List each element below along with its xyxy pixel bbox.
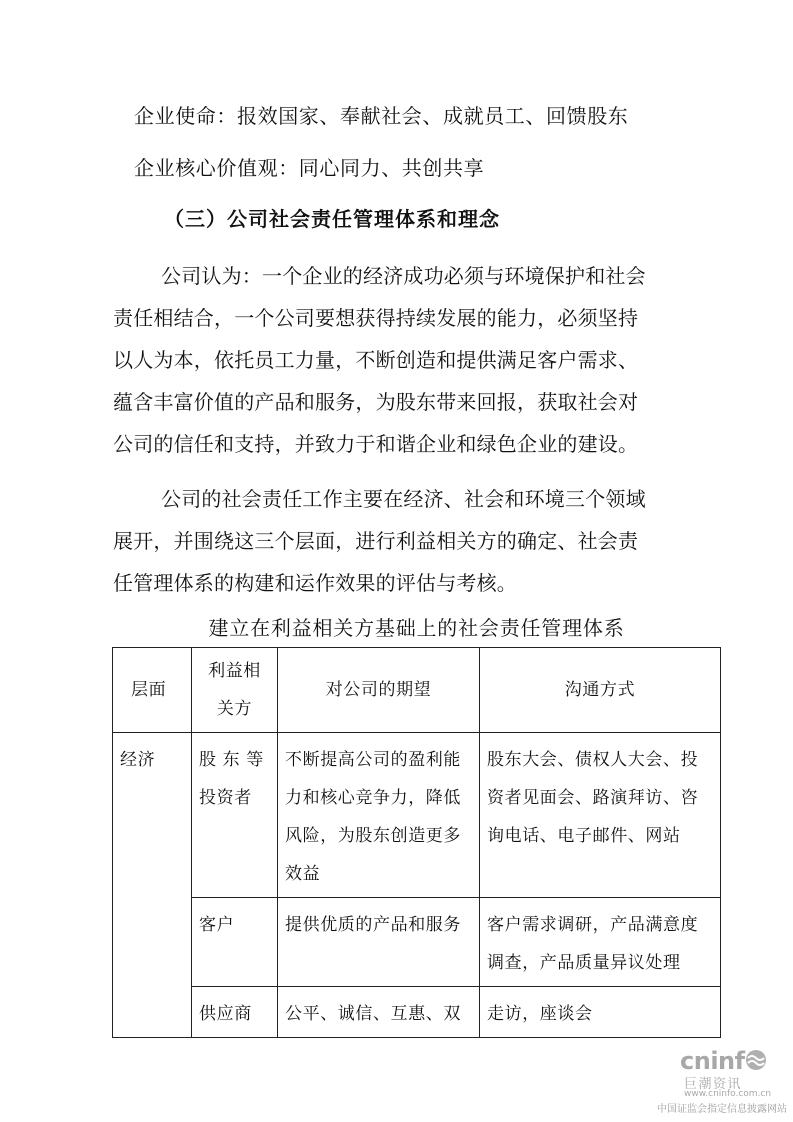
paragraph-company-view: [113, 255, 673, 465]
paragraph-line: 责任相结合，一个公司要想获得持续发展的能力，必须坚持: [113, 306, 639, 330]
cell-communication: [480, 898, 721, 987]
header-stakeholder: [192, 648, 278, 733]
cninfo-wave-icon: [745, 1049, 767, 1071]
cell-expectation: [278, 733, 480, 898]
cninfo-url: www.cninfo.com.cn: [684, 1089, 772, 1099]
paragraph-line: 任管理体系的构建和运作效果的评估与考核。: [113, 571, 517, 595]
paragraph-line: 公司的社会责任工作主要在经济、社会和环境三个领域: [161, 487, 646, 511]
header-stakeholder-line: 关方: [216, 699, 253, 719]
enterprise-mission: 企业使命：报效国家、奉献社会、成就员工、回馈股东: [134, 104, 629, 128]
cell-line: 资者见面会、路演拜访、咨: [487, 788, 699, 808]
cell-line: 调查，产品质量异议处理: [487, 953, 681, 973]
header-expectation: 对公司的期望: [278, 648, 480, 733]
section-heading: （三）公司社会责任管理体系和理念: [164, 207, 500, 231]
cell-stakeholder: 客户: [192, 898, 278, 987]
cninfo-logo-text: cninf: [680, 1047, 745, 1075]
cell-line: 风险，为股东创造更多: [285, 826, 461, 846]
cell-line: 投资者: [199, 788, 252, 808]
cell-line: 客户需求调研，产品满意度: [487, 915, 699, 935]
cell-expectation: 提供优质的产品和服务: [278, 898, 480, 987]
header-communication: 沟通方式: [480, 648, 721, 733]
cell-line: 效益: [285, 864, 321, 884]
cell-line: 询电话、电子邮件、网站: [487, 826, 681, 846]
csr-stakeholder-table: [112, 647, 721, 1038]
cell-level-economy: 经济: [113, 733, 192, 1038]
cell-stakeholder: [192, 733, 278, 898]
cninfo-tagline: 中国证监会指定信息披露网站: [657, 1104, 787, 1115]
table-header-row: [113, 648, 721, 733]
paragraph-line: 公司认为：一个企业的经济成功必须与环境保护和社会: [161, 264, 646, 288]
table-row: [113, 987, 721, 1038]
header-level: 层面: [113, 648, 192, 733]
cninfo-chinese-name: 巨潮资讯: [684, 1077, 743, 1092]
cell-line: 股东大会、债权人大会、投: [487, 750, 699, 770]
cninfo-watermark: [640, 1047, 790, 1117]
table-caption: 建立在利益相关方基础上的社会责任管理体系: [208, 616, 625, 640]
paragraph-csr-work: [113, 478, 673, 604]
paragraph-line: 蕴含丰富价值的产品和服务，为股东带来回报，获取社会对: [113, 390, 639, 414]
paragraph-line: 以人为本，依托员工力量，不断创造和提供满足客户需求、: [113, 348, 639, 372]
cell-stakeholder: 供应商: [192, 987, 278, 1038]
cell-line: 不断提高公司的盈利能: [285, 750, 461, 770]
cell-line: 股 东 等: [199, 750, 264, 770]
cell-communication: [480, 733, 721, 898]
table-row: [113, 733, 721, 898]
header-stakeholder-line: 利益相: [208, 661, 261, 681]
paragraph-line: 展开，并围绕这三个层面，进行利益相关方的确定、社会责: [113, 529, 639, 553]
cell-expectation: 公平、诚信、互惠、双: [278, 987, 480, 1038]
paragraph-line: 公司的信任和支持，并致力于和谐企业和绿色企业的建设。: [113, 432, 639, 456]
table-row: [113, 898, 721, 987]
core-values: 企业核心价值观：同心同力、共创共享: [134, 156, 485, 180]
cell-communication: 走访，座谈会: [480, 987, 721, 1038]
cell-line: 力和核心竞争力，降低: [285, 788, 461, 808]
